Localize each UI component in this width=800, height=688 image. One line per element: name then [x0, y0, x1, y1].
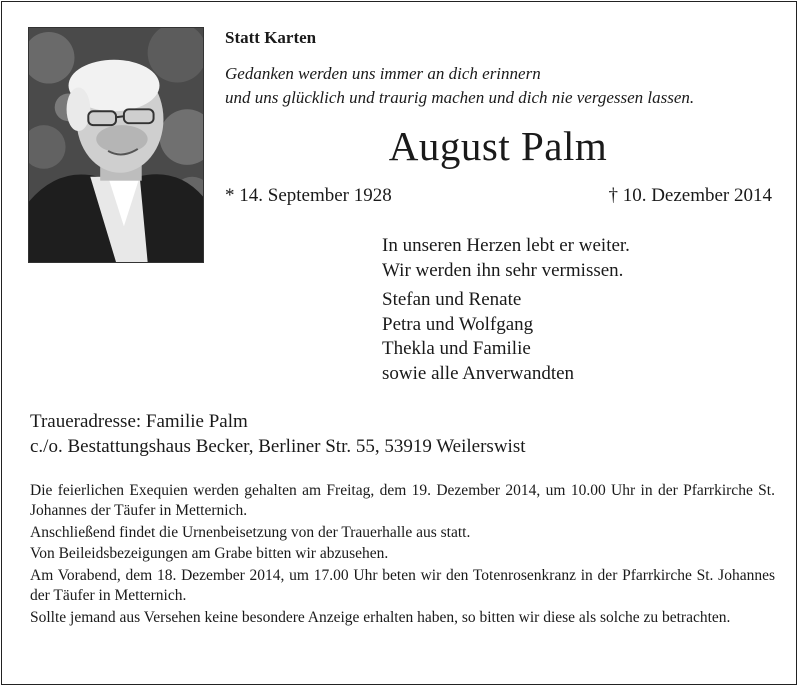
portrait-photo — [28, 27, 204, 263]
address-line: c./o. Bestattungshaus Becker, Berliner Str. 55, 53919 Weilerswist — [30, 436, 526, 457]
memorial-quote — [225, 62, 694, 110]
address-line: Traueradresse: Familie Palm — [30, 411, 248, 432]
family-member: Thekla und Familie — [382, 338, 531, 359]
note-paragraph: Die feierlichen Exequien werden gehalten am Freitag, dem 19. Dezember 2014, um 10.00 Uhr in der Pfarrkirche St. Johannes der Täufer in Metternich. — [30, 482, 775, 519]
death-date: † 10. Dezember 2014 — [608, 185, 772, 206]
mourning-address — [30, 409, 526, 459]
birth-date: * 14. September 1928 — [225, 185, 392, 206]
family-member: Stefan und Renate — [382, 289, 522, 310]
note-paragraph: Sollte jemand aus Versehen keine besondere Anzeige erhalten haben, so bitten wir diese als solche zu betrachten. — [30, 608, 731, 626]
deceased-name: August Palm — [388, 123, 608, 169]
service-notes — [30, 481, 775, 630]
family-list — [382, 288, 574, 386]
statt-karten-label: Statt Karten — [225, 28, 317, 47]
mourning-line: Wir werden ihn sehr vermissen. — [382, 260, 624, 281]
mourning-text — [382, 233, 630, 283]
mourning-line: In unseren Herzen lebt er weiter. — [382, 235, 630, 256]
note-paragraph: Von Beileidsbezeigungen am Grabe bitten wir abzusehen. — [30, 545, 389, 563]
portrait-image — [29, 28, 203, 262]
quote-line: und uns glücklich und traurig machen und dich nie vergessen lassen. — [225, 88, 695, 107]
family-member: sowie alle Anverwandten — [382, 362, 575, 384]
quote-line: Gedanken werden uns immer an dich erinnern — [225, 64, 541, 83]
note-paragraph: Am Vorabend, dem 18. Dezember 2014, um 17.00 Uhr beten wir den Totenrosenkranz in der Pfarrkirche St. Johannes der Täufer in Metternich. — [30, 567, 775, 604]
family-member: Petra und Wolfgang — [382, 313, 534, 335]
note-paragraph: Anschließend findet die Urnenbeisetzung von der Trauerhalle aus statt. — [30, 523, 471, 541]
